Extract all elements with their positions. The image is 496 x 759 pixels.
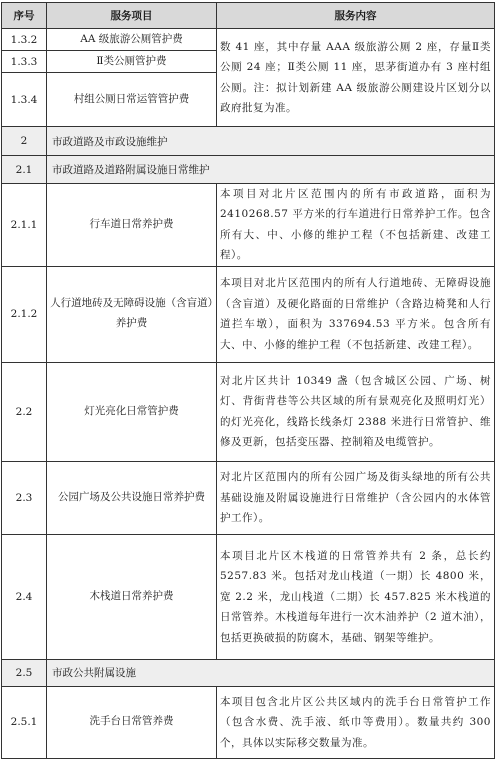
row-num: 2.1.1 xyxy=(2,184,47,267)
row-item: 村组公厕日常运管管护费 xyxy=(47,73,217,127)
table-row xyxy=(2,686,495,758)
header-item: 服务项目 xyxy=(47,3,217,29)
section-row xyxy=(2,127,495,156)
row-item: 行车道日常养护费 xyxy=(47,184,217,267)
row-item: AA 级旅游公厕管护费 xyxy=(47,29,217,51)
row-content: 本项目北片区木栈道的日常管养共有 2 条，总长约 5257.83 米。包括对龙山栈道（一期）长 4800 米，宽 2.2 米，龙山栈道（二期）长 457.825 米木栈道的日常管养。木栈道每年进行一次木油养护（2 道木油），包括更换破损的防腐木，基础、钢架等维护。 xyxy=(217,534,495,659)
row-num: 2.3 xyxy=(2,461,47,534)
table-row xyxy=(2,461,495,534)
row-num: 2.1.2 xyxy=(2,266,47,362)
row-content: 本项目对北片区范围内的所有人行道地砖、无障碍设施（含盲道）及硬化路面的日常维护（含路边椅凳和人行道拦车墩），面积为 337694.53 平方米。包含所有大、中、小修的维护工程（不包括新建、改建工程）。 xyxy=(217,266,495,362)
row-item: 公园广场及公共设施日常养护费 xyxy=(47,461,217,534)
row-item: 木栈道日常养护费 xyxy=(47,534,217,659)
row-item: Ⅱ类公厕管护费 xyxy=(47,51,217,73)
row-content: 对北片区共计 10349 盏（包含城区公园、广场、树灯、背街背巷等公共区域的所有景观亮化及照明灯光）的灯光亮化，线路长线条灯 2388 米进行日常管护、维修及更新，包括变压器、控制箱及电缆管护。 xyxy=(217,362,495,461)
table-row xyxy=(2,184,495,267)
header-num: 序号 xyxy=(2,3,47,29)
table-header-row xyxy=(2,3,495,29)
section-title: 市政道路及道路附属设施日常维护 xyxy=(47,156,495,184)
row-item: 洗手台日常管养费 xyxy=(47,686,217,758)
table-row xyxy=(2,29,495,51)
row-content: 本项目包含北片区公共区域内的洗手台日常管护工作（包含水费、洗手液、纸巾等费用）。数量共约 300 个，具体以实际移交数量为准。 xyxy=(217,686,495,758)
table-row xyxy=(2,362,495,461)
table-row xyxy=(2,534,495,659)
section-row xyxy=(2,156,495,184)
row-num: 2.4 xyxy=(2,534,47,659)
row-num: 1.3.4 xyxy=(2,73,47,127)
row-content: 对北片区范围内的所有公园广场及街头绿地的所有公共基础设施及附属设施进行日常维护（含公园内的水体管护工作）。 xyxy=(217,461,495,534)
row-content: 数 41 座，其中存量 AAA 级旅游公厕 2 座，存量Ⅱ类公厕 24 座；Ⅱ类公厕 11 座，思茅街道办有 3 座村组公厕。注：拟计划新建 AA 级旅游公厕建设片区划分以政府批复为准。 xyxy=(217,29,495,127)
row-item: 灯光亮化日常管护费 xyxy=(47,362,217,461)
service-table xyxy=(1,2,495,759)
header-content: 服务内容 xyxy=(217,3,495,29)
section-num: 2.5 xyxy=(2,659,47,686)
row-num: 1.3.2 xyxy=(2,29,47,51)
section-row xyxy=(2,659,495,686)
row-content: 本项目对北片区范围内的所有市政道路，面积为 2410268.57 平方米的行车道进行日常养护工作。包含所有大、中、小修的维护工程（不包括新建、改建工程）。 xyxy=(217,184,495,267)
row-item: 人行道地砖及无障碍设施（含盲道）养护费 xyxy=(47,266,217,362)
row-num: 1.3.3 xyxy=(2,51,47,73)
table-row xyxy=(2,266,495,362)
row-num: 2.5.1 xyxy=(2,686,47,758)
section-num: 2 xyxy=(2,127,47,156)
section-title: 市政道路及市政设施维护 xyxy=(47,127,495,156)
row-num: 2.2 xyxy=(2,362,47,461)
section-num: 2.1 xyxy=(2,156,47,184)
section-title: 市政公共附属设施 xyxy=(47,659,495,686)
